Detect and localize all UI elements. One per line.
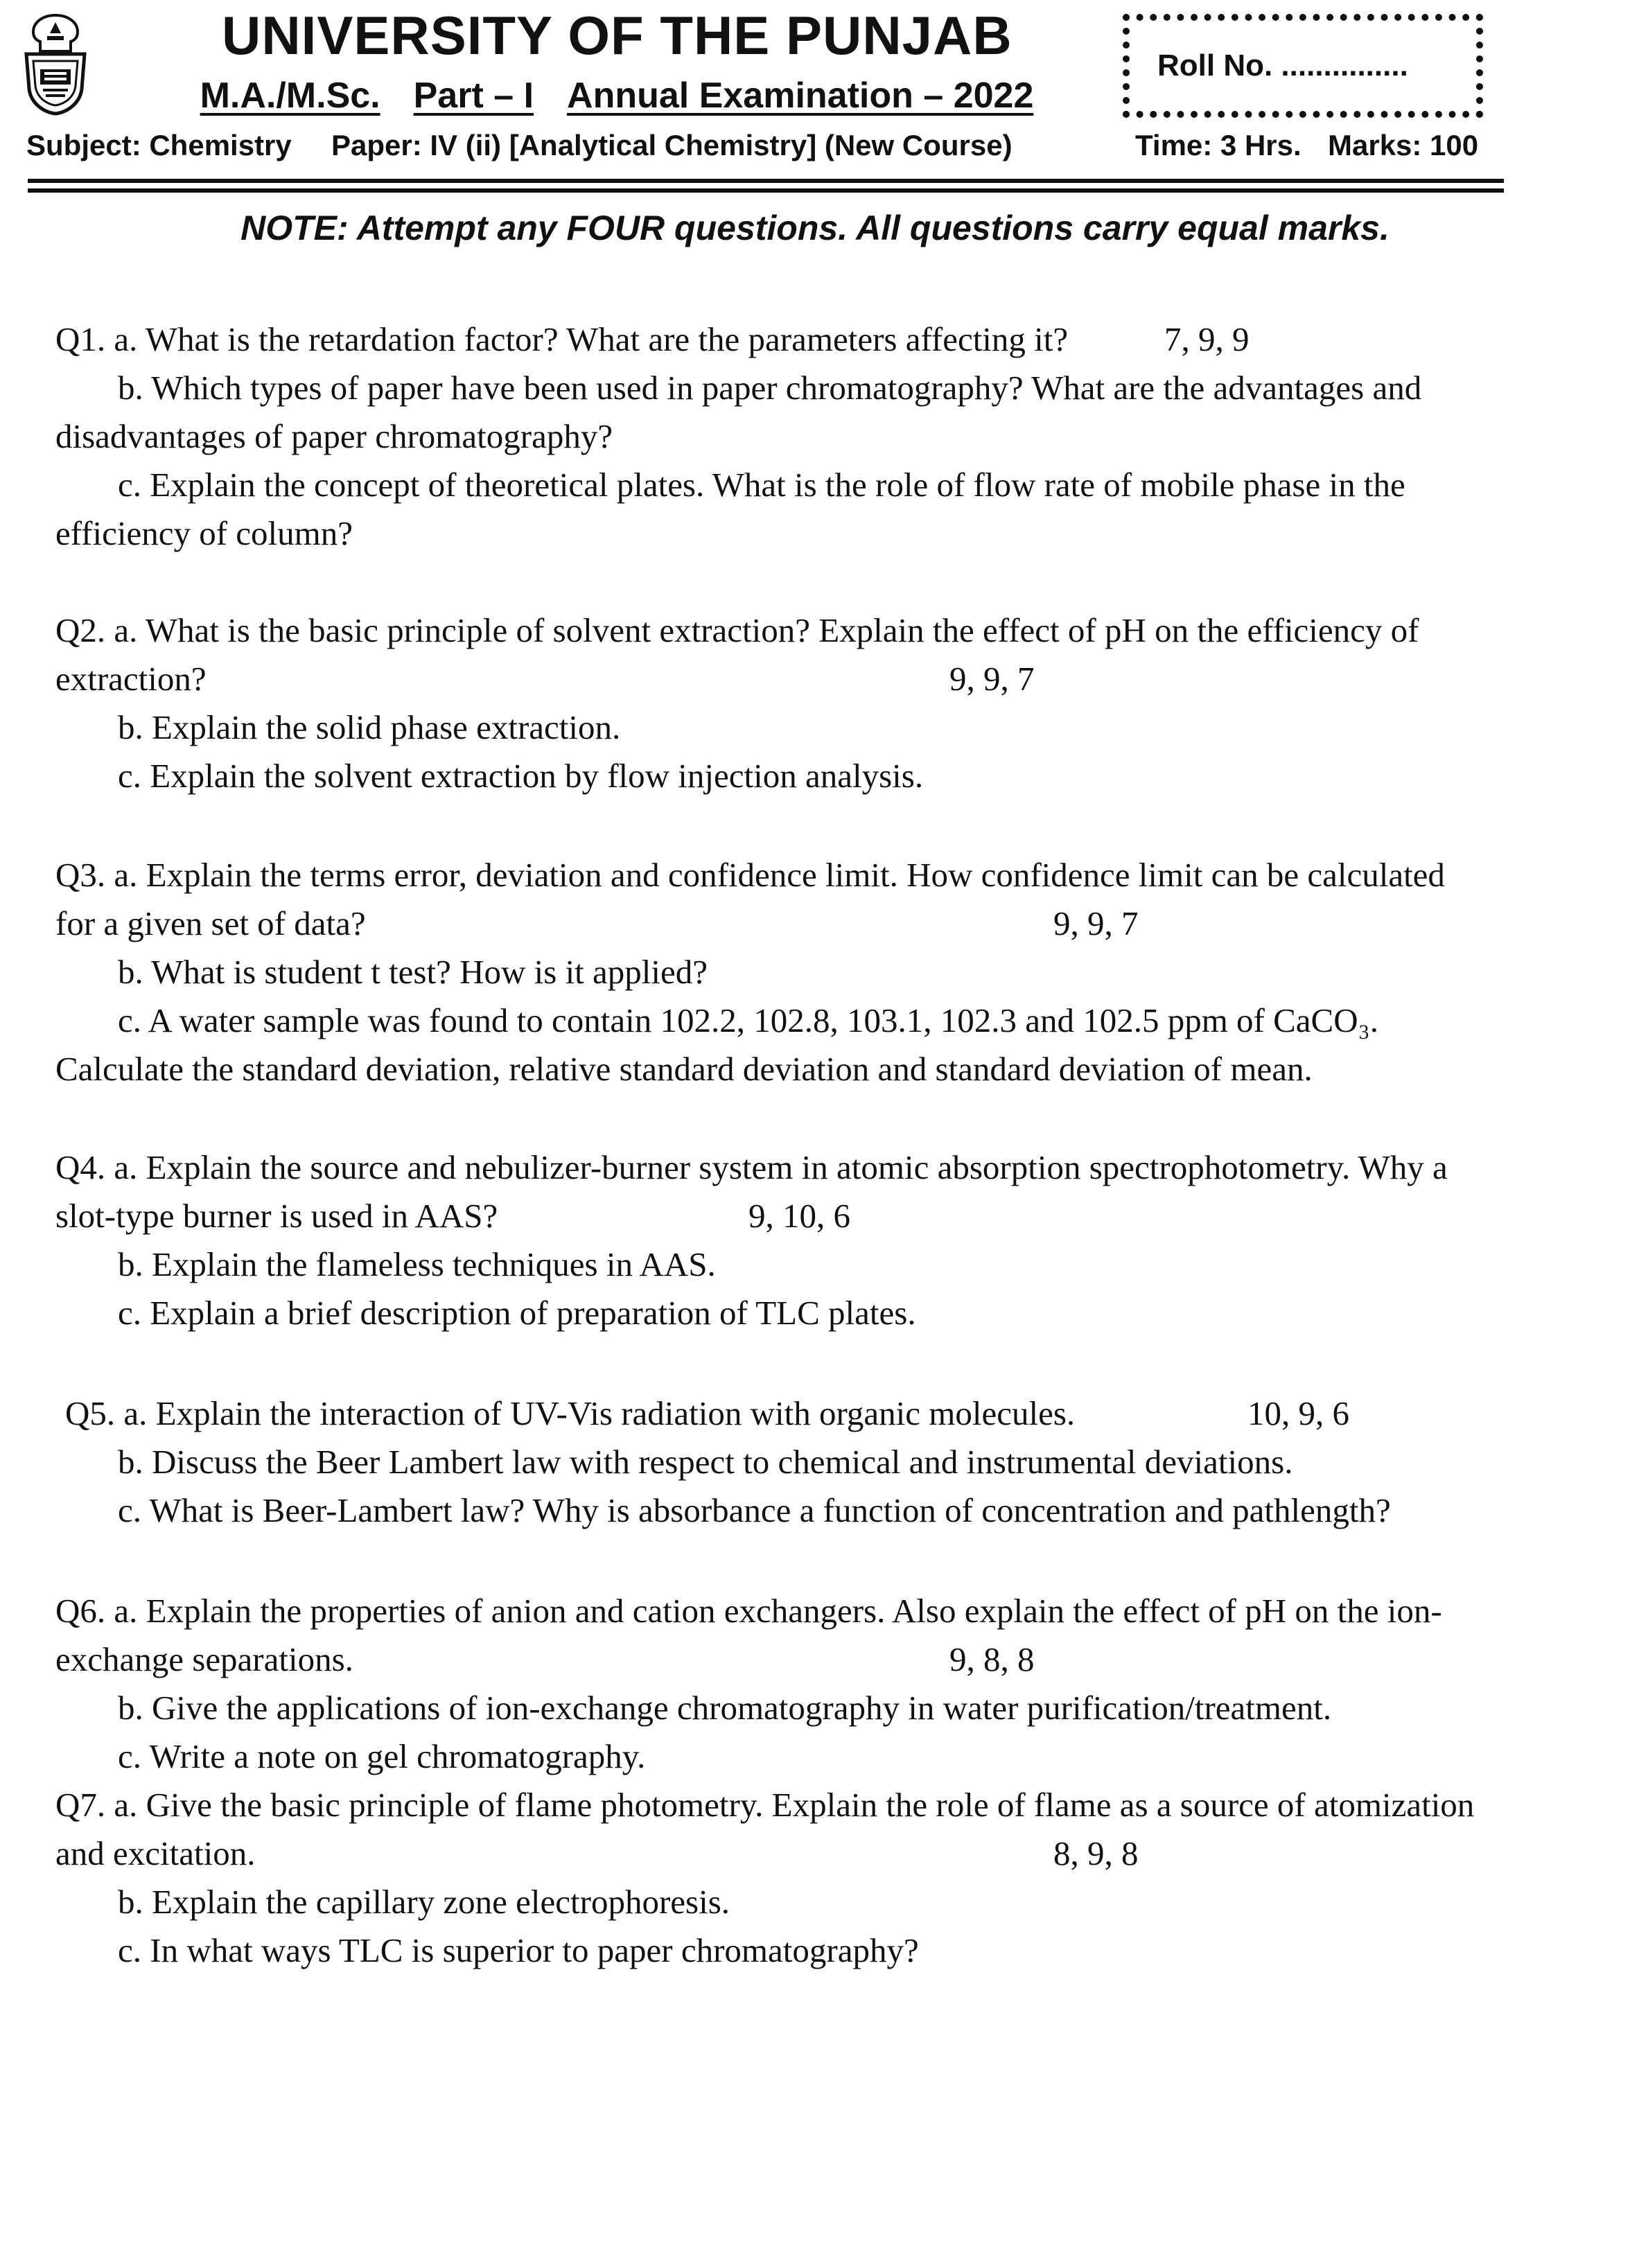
question-line: Q1. a. What is the retardation factor? What are the parameters affecting it? 7, 9, 9 — [55, 315, 1483, 364]
question-line: b. Discuss the Beer Lambert law with respect to chemical and instrumental deviations. — [118, 1443, 1293, 1481]
exam-line — [166, 75, 1067, 116]
question-marks: 10, 9, 6 — [1247, 1394, 1349, 1432]
question-line: c. In what ways TLC is superior to paper chromatography? — [118, 1931, 919, 1969]
subject-label: Subject: Chemistry — [26, 129, 292, 161]
marks-label: Marks: 100 — [1328, 129, 1479, 161]
question-marks: 8, 9, 8 — [1053, 1834, 1139, 1872]
question-6 — [55, 1587, 1483, 1781]
question-line: slot-type burner is used in AAS? 9, 10, 6 — [55, 1192, 1483, 1240]
question-marks: 9, 8, 8 — [949, 1640, 1035, 1678]
question-line: c. Explain the solvent extraction by flow injection analysis. — [118, 757, 924, 795]
part-label: Part – I — [413, 76, 534, 116]
university-title: UNIVERSITY OF THE PUNJAB — [222, 5, 1013, 66]
question-line: b. Give the applications of ion-exchange chromatography in water purification/treatment. — [118, 1689, 1332, 1727]
roll-number-box — [1123, 14, 1483, 118]
time-label: Time: 3 Hrs. — [1135, 129, 1302, 161]
question-3 — [55, 851, 1483, 1093]
question-line: Q6. a. Explain the properties of anion and cation exchangers. Also explain the effect of pH on the ion- — [55, 1592, 1442, 1630]
question-4 — [55, 1143, 1483, 1337]
question-line: c. What is Beer-Lambert law? Why is absorbance a function of concentration and pathlength? — [118, 1491, 1391, 1529]
question-line: Q5. a. Explain the interaction of UV-Vis radiation with organic molecules. 10, 9, 6 — [55, 1389, 1483, 1438]
question-line: c. Explain a brief description of preparation of TLC plates. — [118, 1294, 916, 1332]
question-line: disadvantages of paper chromatography? — [55, 417, 613, 455]
question-2 — [55, 606, 1483, 800]
question-line: Calculate the standard deviation, relative standard deviation and standard deviation of mean. — [55, 1050, 1313, 1088]
question-line: b. Explain the capillary zone electrophoresis. — [118, 1883, 730, 1921]
question-line: Q7. a. Give the basic principle of flame photometry. Explain the role of flame as a source of atomization — [55, 1786, 1475, 1824]
degree-label: M.A./M.Sc. — [200, 76, 380, 116]
question-line: b. Which types of paper have been used in paper chromatography? What are the advantages and — [118, 369, 1422, 407]
question-marks: 9, 9, 7 — [949, 660, 1035, 698]
question-line: Q2. a. What is the basic principle of solvent extraction? Explain the effect of pH on the efficiency of — [55, 611, 1419, 649]
exam-note: NOTE: Attempt any FOUR questions. All questions carry equal marks. — [240, 209, 1390, 247]
question-line: Q3. a. Explain the terms error, deviation and confidence limit. How confidence limit can be calculated — [55, 856, 1445, 894]
subject-row — [26, 129, 1502, 170]
question-line: extraction? 9, 9, 7 — [55, 655, 1483, 703]
question-line: for a given set of data? 9, 9, 7 — [55, 899, 1483, 948]
question-line: c. Write a note on gel chromatography. — [118, 1737, 646, 1775]
question-line: exchange separations. 9, 8, 8 — [55, 1635, 1483, 1684]
question-line: and excitation. 8, 9, 8 — [55, 1829, 1483, 1878]
question-line: c. Explain the concept of theoretical plates. What is the role of flow rate of mobile phase in the — [118, 466, 1405, 504]
question-marks: 7, 9, 9 — [1164, 320, 1250, 358]
question-line: c. A water sample was found to contain 102.2, 102.8, 103.1, 102.3 and 102.5 ppm of CaCO₃. — [118, 1001, 1378, 1039]
roll-number-label: Roll No. ............... — [1157, 49, 1408, 82]
header-divider — [28, 179, 1504, 183]
question-1 — [55, 315, 1483, 558]
header-divider — [28, 188, 1504, 193]
question-7 — [55, 1781, 1483, 1975]
exam-label: Annual Examination – 2022 — [567, 76, 1034, 116]
university-crest-icon — [19, 12, 91, 116]
question-marks: 9, 9, 7 — [1053, 904, 1139, 942]
question-line: b. Explain the flameless techniques in AAS. — [118, 1245, 716, 1283]
question-line: b. Explain the solid phase extraction. — [118, 708, 621, 746]
question-line: efficiency of column? — [55, 514, 353, 552]
paper-label: Paper: IV (ii) [Analytical Chemistry] (New Course) — [331, 129, 1013, 161]
question-line: b. What is student t test? How is it applied? — [118, 953, 708, 991]
question-marks: 9, 10, 6 — [748, 1197, 850, 1235]
question-line: Q4. a. Explain the source and nebulizer-burner system in atomic absorption spectrophotometry. Why a — [55, 1148, 1448, 1186]
question-5 — [55, 1389, 1483, 1535]
